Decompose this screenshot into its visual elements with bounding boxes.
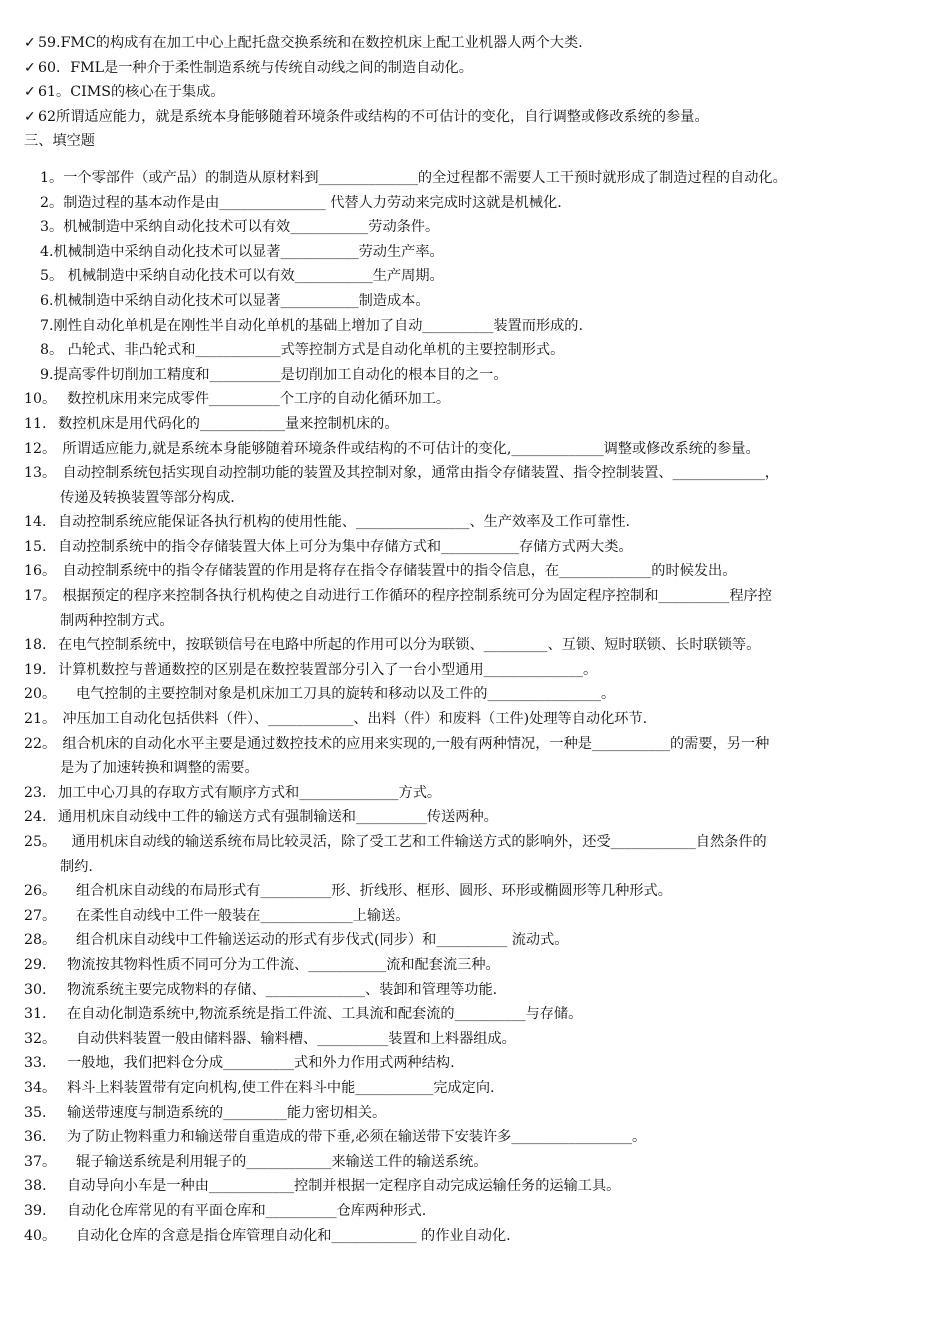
question-item xyxy=(24,338,924,363)
question-text: 制造过程的基本动作是由_______________ 代替人力劳动来完成时这就是机械化. xyxy=(63,194,562,211)
question-text: 辊子输送系统是利用辊子的____________来输送工件的输送系统。 xyxy=(58,1153,488,1170)
question-text: 冲压加工自动化包括供料（件）、____________、出料（件）和废料（工件)处理等自动化环节. xyxy=(58,711,648,728)
question-item xyxy=(24,658,924,683)
question-item xyxy=(24,904,924,929)
question-text: 自动供料装置一般由储料器、输料槽、__________装置和上料器组成。 xyxy=(58,1030,516,1047)
question-number: 12。 xyxy=(24,440,57,457)
question-item xyxy=(24,289,924,314)
question-text: 自动控制系统包括实现自动控制功能的装置及其控制对象，通常由指令存储装置、指令控制装置、_____________， xyxy=(58,465,779,482)
question-text: 数控机床用来完成零件__________个工序的自动化循环加工。 xyxy=(58,391,451,408)
document-page xyxy=(24,31,924,1248)
question-item xyxy=(24,264,924,289)
question-item xyxy=(24,732,924,757)
question-item xyxy=(24,707,924,732)
question-text: 凸轮式、非凸轮式和____________式等控制方式是自动化单机的主要控制形式。 xyxy=(63,342,565,359)
check-icon: ✓ xyxy=(24,59,36,76)
question-number: 39. xyxy=(24,1202,47,1219)
question-text: 为了防止物料重力和输送带自重造成的带下垂,必须在输送带下安装许多_________________。 xyxy=(58,1129,647,1146)
question-item xyxy=(24,682,924,707)
question-number: 38. xyxy=(24,1178,47,1195)
question-item xyxy=(24,633,924,658)
question-item xyxy=(24,363,924,388)
judgement-tail-list xyxy=(24,31,924,129)
question-text: 通用机床自动线中工件的输送方式有强制输送和__________传送两种。 xyxy=(58,809,498,826)
question-text: 组合机床自动线中工件输送运动的形式有步伐式(同步）和__________ 流动式。 xyxy=(58,932,569,949)
question-number: 22。 xyxy=(24,735,57,752)
question-item xyxy=(24,1002,924,1027)
question-number: 35. xyxy=(24,1104,47,1121)
question-number: 8。 xyxy=(40,342,64,359)
question-number: 36. xyxy=(24,1129,47,1146)
fill-in-blank-list xyxy=(24,166,924,1248)
question-text: 根据预定的程序来控制各执行机构使之自动进行工作循环的程序控制系统可分为固定程序控制和__________程序控 xyxy=(58,588,772,605)
question-number: 23. xyxy=(24,784,47,801)
question-number: 10。 xyxy=(24,391,57,408)
question-continuation: 制约. xyxy=(60,858,93,875)
question-item xyxy=(24,461,924,486)
question-text: 物流按其物料性质不同可分为工件流、___________流和配套流三种。 xyxy=(58,956,500,973)
question-text: 刚性自动化单机是在刚性半自动化单机的基础上增加了自动__________装置而形成的. xyxy=(53,317,583,334)
question-text: 组合机床自动线的布局形式有__________形、折线形、框形、圆形、环形或椭圆形等几种形式。 xyxy=(58,883,672,900)
question-item xyxy=(24,830,924,855)
question-text: 计算机数控与普通数控的区别是在数控装置部分引入了一台小型通用______________。 xyxy=(58,661,598,678)
question-number: 5。 xyxy=(40,268,64,285)
question-number: 6. xyxy=(40,292,54,309)
question-number: 17。 xyxy=(24,588,57,605)
question-item xyxy=(24,437,924,462)
question-item xyxy=(24,1101,924,1126)
question-text: 机械制造中采纳自动化技术可以显著___________劳动生产率。 xyxy=(53,243,444,260)
question-item xyxy=(24,781,924,806)
judgement-text: 61。CIMS的核心在于集成。 xyxy=(38,84,225,101)
judgement-item xyxy=(24,56,924,81)
question-number: 30. xyxy=(24,981,47,998)
question-number: 4. xyxy=(40,243,54,260)
question-text: 自动化仓库常见的有平面仓库和__________仓库两种形式. xyxy=(58,1202,427,1219)
question-item xyxy=(24,215,924,240)
question-text: 一般地，我们把料仓分成__________式和外力作用式两种结构. xyxy=(58,1055,455,1072)
question-item xyxy=(24,928,924,953)
question-item xyxy=(24,510,924,535)
question-item xyxy=(24,1199,924,1224)
question-text: 在电气控制系统中，按联锁信号在电路中所起的作用可以分为联锁、_________、互锁、短时联锁、长时联锁等。 xyxy=(58,637,761,654)
question-text: 输送带速度与制造系统的_________能力密切相关。 xyxy=(58,1104,387,1121)
question-text: 在柔性自动线中工件一般装在_____________上输送。 xyxy=(58,907,410,924)
question-text: 在自动化制造系统中,物流系统是指工件流、工具流和配套流的__________与存储。 xyxy=(58,1006,583,1023)
question-number: 32。 xyxy=(24,1030,57,1047)
question-item xyxy=(24,240,924,265)
question-text: 加工中心刀具的存取方式有顺序方式和______________方式。 xyxy=(58,784,442,801)
question-text: 机械制造中采纳自动化技术可以显著___________制造成本。 xyxy=(53,292,430,309)
question-item xyxy=(24,953,924,978)
question-number: 29. xyxy=(24,956,47,973)
question-continuation: 传递及转换装置等部分构成. xyxy=(60,489,235,506)
question-text: 机械制造中采纳自动化技术可以有效___________劳动条件。 xyxy=(63,219,440,236)
question-item xyxy=(24,1125,924,1150)
question-item xyxy=(24,879,924,904)
question-number: 28。 xyxy=(24,932,57,949)
judgement-text: 60．FML是一种介于柔性制造系统与传统自动线之间的制造自动化。 xyxy=(38,59,473,76)
judgement-text: 62所谓适应能力，就是系统本身能够随着环境条件或结构的不可估计的变化，自行调整或修改系统的参量。 xyxy=(38,108,709,125)
question-item xyxy=(24,387,924,412)
question-number: 25。 xyxy=(24,834,57,850)
judgement-item xyxy=(24,105,924,130)
question-item xyxy=(24,412,924,437)
section-title: 三、填空题 xyxy=(24,133,95,150)
question-text: 自动控制系统中的指令存储装置大体上可分为集中存储方式和___________存储方式两大类。 xyxy=(58,538,633,555)
question-text: 数控机床是用代码化的____________量来控制机床的。 xyxy=(58,415,399,432)
question-number: 7. xyxy=(40,317,54,334)
question-number: 13。 xyxy=(24,465,57,482)
question-number: 2。 xyxy=(40,194,64,211)
question-number: 20。 xyxy=(24,686,57,703)
question-text: 自动控制系统中的指令存储装置的作用是将存在指令存储装置中的指令信息，在_____________的时候发出。 xyxy=(58,563,737,580)
check-icon: ✓ xyxy=(24,35,36,51)
question-number: 11. xyxy=(24,415,47,432)
question-continuation: 制两种控制方式。 xyxy=(60,612,174,629)
question-text: 自动化仓库的含意是指仓库管理自动化和____________ 的作业自动化. xyxy=(58,1227,511,1244)
check-icon: ✓ xyxy=(24,108,36,125)
question-item xyxy=(24,805,924,830)
question-number: 37。 xyxy=(24,1153,57,1170)
question-number: 19. xyxy=(24,661,47,678)
question-text: 组合机床的自动化水平主要是通过数控技术的应用来实现的,一般有两种情况，一种是___________的需要，另一种 xyxy=(58,735,770,752)
question-item xyxy=(24,584,924,609)
question-number: 24. xyxy=(24,809,47,826)
question-number: 40。 xyxy=(24,1227,57,1244)
question-item xyxy=(24,1150,924,1175)
question-text: 一个零部件（或产品）的制造从原材料到______________的全过程都不需要人工干预时就形成了制造过程的自动化。 xyxy=(63,169,787,186)
question-item xyxy=(24,166,924,191)
question-text: 通用机床自动线的输送系统布局比较灵活，除了受工艺和工件输送方式的影响外，还受____________自然条件的 xyxy=(58,834,767,850)
question-text: 所谓适应能力,就是系统本身能够随着环境条件或结构的不可估计的变化,_____________调整或修改系统的参量。 xyxy=(58,440,760,457)
question-number: 14. xyxy=(24,514,47,531)
question-text: 物流系统主要完成物料的存储、______________、装卸和管理等功能. xyxy=(58,981,498,998)
question-number: 1。 xyxy=(40,169,64,186)
judgement-item xyxy=(24,31,924,56)
question-text: 自动导向小车是一种由____________控制并根据一定程序自动完成运输任务的运输工具。 xyxy=(58,1178,621,1195)
question-item xyxy=(24,191,924,216)
question-item xyxy=(24,1174,924,1199)
question-number: 15. xyxy=(24,538,47,555)
question-number: 31. xyxy=(24,1006,47,1023)
question-number: 34。 xyxy=(24,1079,57,1096)
question-number: 18. xyxy=(24,637,47,654)
judgement-item xyxy=(24,80,924,105)
question-text: 电气控制的主要控制对象是机床加工刀具的旋转和移动以及工件的________________。 xyxy=(58,686,616,703)
question-number: 26。 xyxy=(24,883,57,900)
question-item xyxy=(24,978,924,1003)
question-item xyxy=(24,1224,924,1249)
question-text: 提高零件切削加工精度和__________是切削加工自动化的根本目的之一。 xyxy=(53,366,508,383)
question-continuation: 是为了加速转换和调整的需要。 xyxy=(60,760,259,777)
question-item xyxy=(24,314,924,339)
check-icon: ✓ xyxy=(24,84,36,101)
question-text: 料斗上料装置带有定向机构,使工件在料斗中能___________完成定向. xyxy=(58,1079,495,1096)
question-item xyxy=(24,1027,924,1052)
question-number: 3。 xyxy=(40,219,64,236)
question-number: 27。 xyxy=(24,907,57,924)
question-number: 33. xyxy=(24,1055,47,1072)
question-number: 16。 xyxy=(24,563,57,580)
question-number: 9. xyxy=(40,366,54,383)
question-item xyxy=(24,1051,924,1076)
judgement-text: 59.FMC的构成有在加工中心上配托盘交换系统和在数控机床上配工业机器人两个大类. xyxy=(38,35,583,51)
question-text: 机械制造中采纳自动化技术可以有效___________生产周期。 xyxy=(63,268,444,285)
question-item xyxy=(24,535,924,560)
question-text: 自动控制系统应能保证各执行机构的使用性能、________________、生产效率及工作可靠性. xyxy=(58,514,631,531)
question-number: 21。 xyxy=(24,711,57,728)
question-item xyxy=(24,559,924,584)
question-item xyxy=(24,1076,924,1101)
